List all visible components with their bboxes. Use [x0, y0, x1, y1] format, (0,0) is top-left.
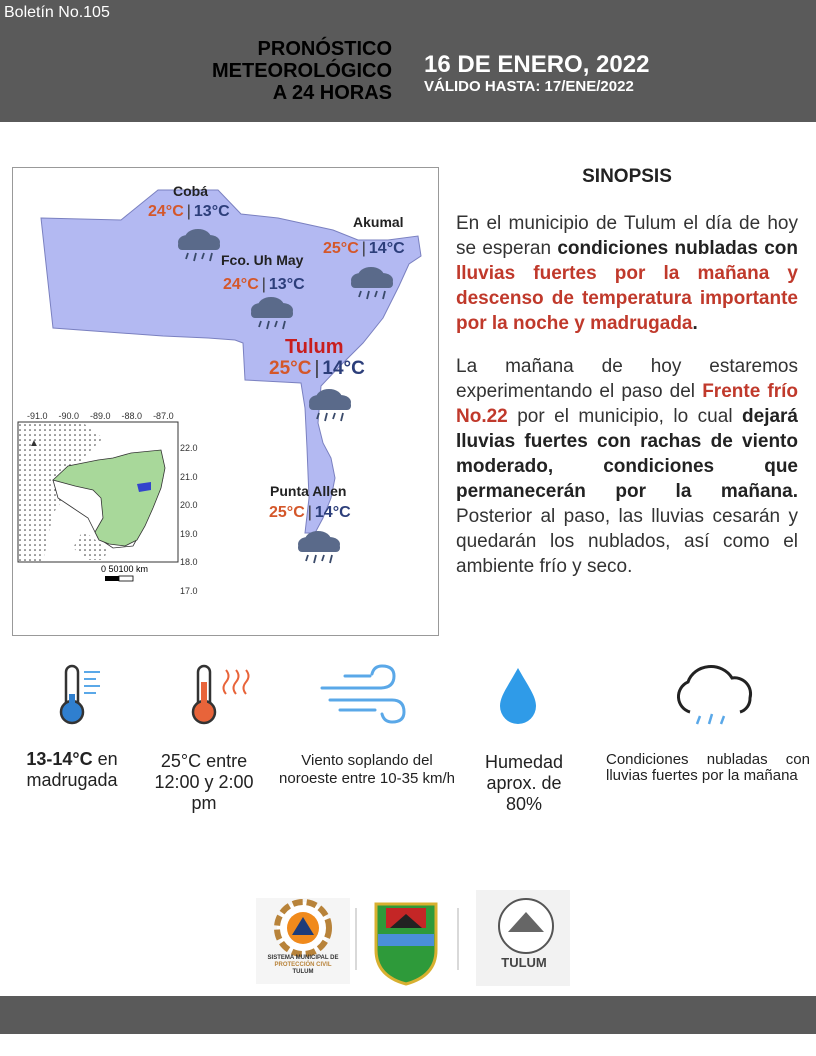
rain-cloud-icon — [678, 667, 750, 724]
location-temps: 25°C | 14°C — [269, 358, 365, 379]
conditions-icons — [0, 660, 816, 740]
sinopsis-text — [456, 211, 798, 597]
proteccion-civil-label: SISTEMA MUNICIPAL DE PROTECCIÓN CIVIL TULUM — [267, 955, 339, 975]
tulum-municipality-logo — [476, 890, 570, 986]
condition-caption: Humedad aprox. de 80% — [484, 752, 564, 814]
thermometer-hot-icon — [193, 666, 249, 723]
forecast-date: 16 DE ENERO, 2022 — [424, 51, 650, 78]
location-temps: 24°C | 13°C — [148, 203, 230, 220]
location-temps: 24°C | 13°C — [223, 276, 305, 293]
sinopsis-title: SINOPSIS — [582, 166, 672, 187]
svg-text:▲: ▲ — [29, 438, 39, 449]
location-temps: 25°C | 14°C — [269, 504, 351, 521]
location-name: Cobá — [173, 183, 208, 199]
bulletin-number: Boletín No.105 — [4, 4, 110, 21]
humidity-drop-icon — [500, 668, 536, 724]
sinopsis-paragraph: En el municipio de Tulum el día de hoy se esperan condiciones nubladas con lluvias fuertes por la mañana y descenso de temperatura importante por la noche y madrugada. — [456, 213, 798, 334]
forecast-map — [12, 167, 439, 636]
inset-scale-label: 0 50100 km — [101, 564, 149, 574]
wind-icon — [322, 666, 404, 722]
valid-until: VÁLIDO HASTA: 17/ENE/2022 — [424, 78, 634, 95]
forecast-title: PRONÓSTICO METEOROLÓGICO A 24 HORAS — [212, 38, 392, 104]
location-name: Akumal — [353, 214, 404, 230]
footer-bar — [0, 996, 816, 1034]
inset-lat-ticks: 22.0 21.0 20.0 19.0 18.0 17.0 — [180, 443, 198, 596]
location-temps: 25°C | 14°C — [323, 240, 405, 257]
sinopsis-paragraph: La mañana de hoy estaremos experimentando el paso del Frente frío No.22 por el municipio, lo cual dejará lluvias fuertes con rachas de viento moderado, condiciones que permanecerán por la mañana. Posterior al paso, las lluvias cesarán y quedarán los nublados, así como el ambiente frío y seco. — [456, 356, 799, 577]
condition-caption: Condiciones nubladas con lluvias fuertes por la mañana — [606, 751, 810, 784]
header-bar — [0, 0, 816, 122]
location-name: Punta Allen — [270, 483, 347, 499]
location-name: Tulum — [285, 336, 344, 358]
tulum-shield-logo — [376, 904, 436, 984]
thermometer-cold-icon — [61, 666, 100, 723]
condition-caption: Viento soplando del noroeste entre 10-35 km/h — [279, 752, 455, 787]
tulum-logo-label: TULUM — [501, 955, 547, 970]
location-name: Fco. Uh May — [221, 252, 304, 268]
inset-lon-ticks: -91.0 -90.0 -89.0 -88.0 -87.0 — [27, 411, 174, 421]
municipality-map — [13, 168, 438, 635]
condition-caption: 25°C entre 12:00 y 2:00 pm — [154, 751, 254, 813]
rain-cloud-icon — [298, 531, 340, 563]
inset-locator-map — [18, 422, 178, 581]
condition-caption: 13-14°C en madrugada — [26, 749, 118, 790]
